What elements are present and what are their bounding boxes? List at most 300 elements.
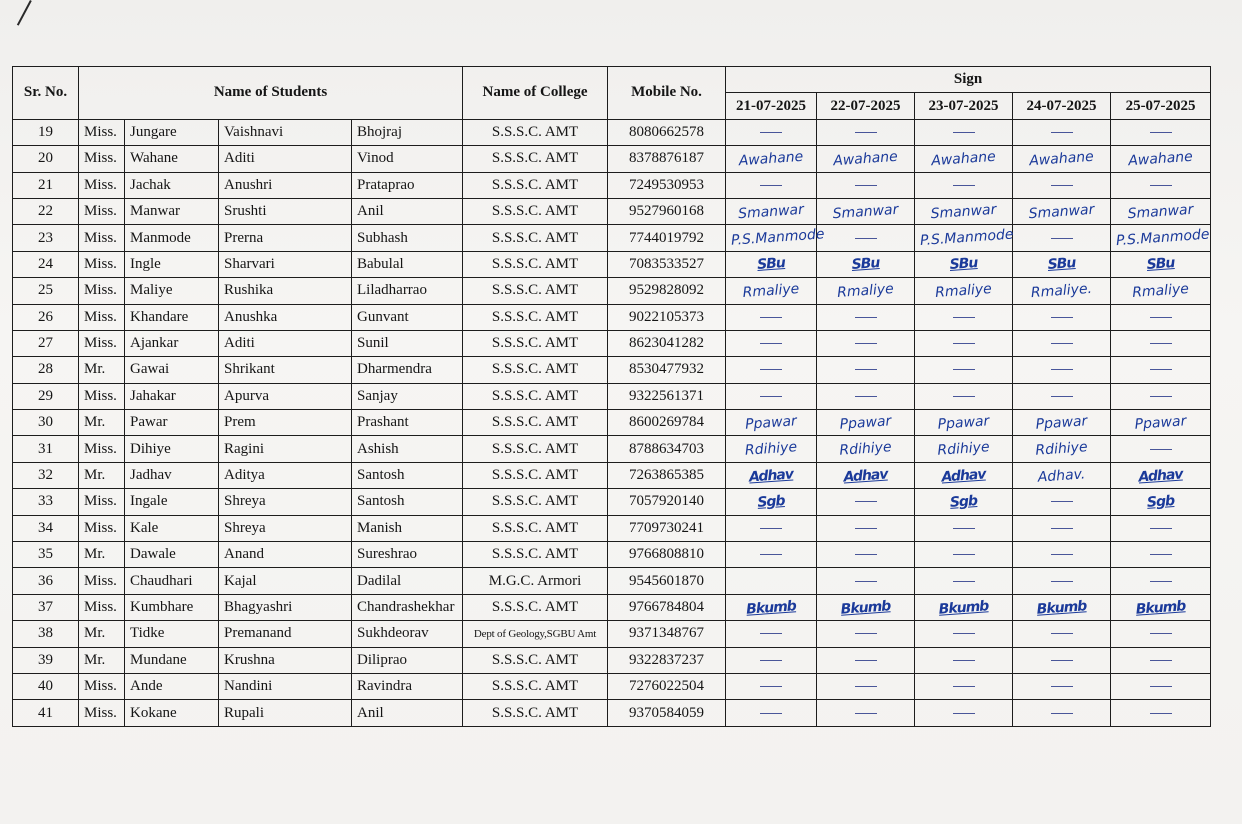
header-date: 25-07-2025 (1111, 93, 1211, 119)
signature-cell (915, 410, 1013, 436)
signature-cell (915, 383, 1013, 409)
signature-cell (726, 357, 817, 383)
absent-dash (1051, 238, 1073, 239)
signature-cell (1013, 119, 1111, 145)
father-name-cell: Liladharrao (352, 278, 463, 304)
signature-cell (1111, 410, 1211, 436)
signature-cell (726, 251, 817, 277)
absent-dash (855, 132, 877, 133)
title-cell: Miss. (79, 304, 125, 330)
signature: Ppawar (1134, 412, 1187, 433)
signature-cell (1013, 357, 1111, 383)
title-cell: Mr. (79, 357, 125, 383)
first-name-cell: Srushti (219, 198, 352, 224)
signature-cell (1111, 700, 1211, 726)
signature-cell (1111, 198, 1211, 224)
signature: Bkumb (1036, 597, 1087, 618)
sr-no-cell: 21 (13, 172, 79, 198)
signature-cell (915, 436, 1013, 462)
signature-cell (915, 489, 1013, 515)
absent-dash (953, 713, 975, 714)
father-name-cell: Subhash (352, 225, 463, 251)
signature-cell (726, 647, 817, 673)
absent-dash (855, 686, 877, 687)
signature-cell (726, 700, 817, 726)
absent-dash (1150, 343, 1172, 344)
sr-no-cell: 33 (13, 489, 79, 515)
sr-no-cell: 32 (13, 462, 79, 488)
signature-cell (1111, 251, 1211, 277)
absent-dash (953, 369, 975, 370)
absent-dash (953, 317, 975, 318)
father-name-cell: Ashish (352, 436, 463, 462)
mobile-cell: 9766808810 (608, 542, 726, 568)
father-name-cell: Dadilal (352, 568, 463, 594)
signature-cell (915, 647, 1013, 673)
table-row (13, 225, 1211, 251)
college-cell: S.S.S.C. AMT (463, 278, 608, 304)
signature-cell (1111, 647, 1211, 673)
signature-cell (726, 621, 817, 647)
title-cell: Mr. (79, 621, 125, 647)
first-name-cell: Anushri (219, 172, 352, 198)
father-name-cell: Manish (352, 515, 463, 541)
first-name-cell: Anushka (219, 304, 352, 330)
sr-no-cell: 29 (13, 383, 79, 409)
signature-cell (1111, 304, 1211, 330)
father-name-cell: Santosh (352, 462, 463, 488)
signature-cell (1111, 489, 1211, 515)
signature-cell (915, 172, 1013, 198)
father-name-cell: Vinod (352, 146, 463, 172)
sr-no-cell: 22 (13, 198, 79, 224)
first-name-cell: Shrikant (219, 357, 352, 383)
absent-dash (1150, 396, 1172, 397)
college-cell: S.S.S.C. AMT (463, 647, 608, 673)
signature-cell (817, 673, 915, 699)
surname-cell: Ingale (125, 489, 219, 515)
mobile-cell: 9022105373 (608, 304, 726, 330)
signature-cell (915, 515, 1013, 541)
header-sr-no: Sr. No. (13, 67, 79, 120)
surname-cell: Kale (125, 515, 219, 541)
signature-cell (1111, 542, 1211, 568)
sr-no-cell: 39 (13, 647, 79, 673)
signature-cell (1013, 146, 1111, 172)
signature-cell (726, 330, 817, 356)
absent-dash (953, 396, 975, 397)
absent-dash (1150, 185, 1172, 186)
surname-cell: Manmode (125, 225, 219, 251)
signature-cell (1111, 621, 1211, 647)
surname-cell: Dihiye (125, 436, 219, 462)
mobile-cell: 7276022504 (608, 673, 726, 699)
sr-no-cell: 36 (13, 568, 79, 594)
surname-cell: Jungare (125, 119, 219, 145)
absent-dash (1150, 686, 1172, 687)
father-name-cell: Sunil (352, 330, 463, 356)
signature-cell (817, 330, 915, 356)
signature: Rmaliye (836, 280, 895, 301)
signature-cell (726, 383, 817, 409)
surname-cell: Mundane (125, 647, 219, 673)
signature-cell (726, 436, 817, 462)
absent-dash (760, 185, 782, 186)
title-cell: Miss. (79, 172, 125, 198)
signature-cell (1013, 621, 1111, 647)
signature-cell (817, 251, 915, 277)
signature-cell (1111, 515, 1211, 541)
signature-cell (1111, 436, 1211, 462)
college-cell: S.S.S.C. AMT (463, 515, 608, 541)
college-cell: S.S.S.C. AMT (463, 225, 608, 251)
signature-cell (726, 489, 817, 515)
signature: SBu (949, 255, 978, 274)
signature-cell (1111, 330, 1211, 356)
signature: P.S.Manmode (1115, 226, 1211, 250)
surname-cell: Kokane (125, 700, 219, 726)
first-name-cell: Bhagyashri (219, 594, 352, 620)
mobile-cell: 8788634703 (608, 436, 726, 462)
sr-no-cell: 25 (13, 278, 79, 304)
title-cell: Miss. (79, 568, 125, 594)
signature: SBu (756, 255, 786, 274)
sr-no-cell: 37 (13, 594, 79, 620)
college-cell: S.S.S.C. AMT (463, 594, 608, 620)
signature-cell (915, 198, 1013, 224)
signature-cell (1111, 357, 1211, 383)
signature: Bkumb (938, 597, 989, 618)
surname-cell: Manwar (125, 198, 219, 224)
mobile-cell: 9529828092 (608, 278, 726, 304)
signature-cell (726, 594, 817, 620)
absent-dash (1150, 369, 1172, 370)
signature-cell (1111, 383, 1211, 409)
mobile-cell: 9527960168 (608, 198, 726, 224)
absent-dash (1051, 396, 1073, 397)
signature: P.S.Manmode (730, 226, 826, 249)
sr-no-cell: 35 (13, 542, 79, 568)
header-date: 21-07-2025 (726, 93, 817, 119)
signature-cell (817, 700, 915, 726)
signature-cell (1111, 225, 1211, 251)
absent-dash (953, 660, 975, 661)
table-row (13, 673, 1211, 699)
signature-cell (915, 621, 1013, 647)
first-name-cell: Nandini (219, 673, 352, 699)
absent-dash (760, 396, 782, 397)
signature: Ppawar (937, 412, 990, 433)
mobile-cell: 9371348767 (608, 621, 726, 647)
signature-cell (817, 278, 915, 304)
signature: Ppawar (1035, 412, 1088, 433)
mobile-cell: 9370584059 (608, 700, 726, 726)
signature-cell (1013, 330, 1111, 356)
absent-dash (953, 633, 975, 634)
absent-dash (1150, 528, 1172, 529)
college-cell: Dept of Geology,SGBU Amt (463, 621, 608, 647)
title-cell: Miss. (79, 251, 125, 277)
absent-dash (760, 713, 782, 714)
surname-cell: Jachak (125, 172, 219, 198)
signature: Bkumb (1135, 597, 1186, 618)
signature-cell (1111, 119, 1211, 145)
absent-dash (1150, 317, 1172, 318)
absent-dash (760, 317, 782, 318)
title-cell: Miss. (79, 489, 125, 515)
mobile-cell: 8530477932 (608, 357, 726, 383)
absent-dash (1051, 528, 1073, 529)
absent-dash (1051, 501, 1073, 502)
college-cell: S.S.S.C. AMT (463, 330, 608, 356)
signature: Smanwar (930, 201, 997, 222)
absent-dash (855, 528, 877, 529)
mobile-cell: 7057920140 (608, 489, 726, 515)
first-name-cell: Prem (219, 410, 352, 436)
signature-cell (1111, 462, 1211, 488)
title-cell: Miss. (79, 436, 125, 462)
signature: Rdihiye (838, 439, 893, 459)
college-cell: S.S.S.C. AMT (463, 700, 608, 726)
college-cell: S.S.S.C. AMT (463, 304, 608, 330)
first-name-cell: Shreya (219, 489, 352, 515)
table-row (13, 172, 1211, 198)
signature-cell (817, 489, 915, 515)
absent-dash (953, 581, 975, 582)
signature-cell (1111, 673, 1211, 699)
signature-cell (817, 172, 915, 198)
father-name-cell: Anil (352, 700, 463, 726)
signature-cell (726, 172, 817, 198)
signature: Sgb (1146, 493, 1175, 511)
father-name-cell: Gunvant (352, 304, 463, 330)
signature: Ppawar (839, 412, 892, 433)
signature: Smanwar (1127, 201, 1194, 222)
signature-cell (817, 568, 915, 594)
absent-dash (760, 633, 782, 634)
college-cell: M.G.C. Armori (463, 568, 608, 594)
mobile-cell: 8378876187 (608, 146, 726, 172)
sr-no-cell: 38 (13, 621, 79, 647)
absent-dash (1051, 185, 1073, 186)
college-cell: S.S.S.C. AMT (463, 172, 608, 198)
signature-cell (817, 304, 915, 330)
signature: Awahane (1127, 148, 1194, 170)
title-cell: Mr. (79, 462, 125, 488)
father-name-cell: Sukhdeorav (352, 621, 463, 647)
mobile-cell: 9322561371 (608, 383, 726, 409)
first-name-cell: Apurva (219, 383, 352, 409)
signature-cell (817, 198, 915, 224)
signature-cell (915, 330, 1013, 356)
signature-cell (726, 225, 826, 251)
title-cell: Miss. (79, 383, 125, 409)
sr-no-cell: 30 (13, 410, 79, 436)
signature-cell (1111, 172, 1211, 198)
first-name-cell: Premanand (219, 621, 352, 647)
table-row (13, 568, 1211, 594)
signature-cell (726, 515, 817, 541)
father-name-cell: Dharmendra (352, 357, 463, 383)
absent-dash (855, 185, 877, 186)
signature-cell (1013, 594, 1111, 620)
absent-dash (855, 581, 877, 582)
signature-cell (915, 119, 1013, 145)
father-name-cell: Bhojraj (352, 119, 463, 145)
absent-dash (1051, 317, 1073, 318)
absent-dash (953, 132, 975, 133)
sr-no-cell: 19 (13, 119, 79, 145)
absent-dash (760, 660, 782, 661)
signature-cell (1013, 673, 1111, 699)
mobile-cell: 7744019792 (608, 225, 726, 251)
attendance-table (12, 66, 1211, 727)
absent-dash (855, 713, 877, 714)
signature: Awahane (832, 148, 899, 170)
signature-cell (1111, 568, 1211, 594)
signature: SBu (851, 255, 880, 274)
signature: Awahane (738, 148, 804, 170)
surname-cell: Ajankar (125, 330, 219, 356)
table-row (13, 198, 1211, 224)
table-row (13, 119, 1211, 145)
signature-cell (915, 673, 1013, 699)
table-row (13, 542, 1211, 568)
signature-cell (726, 673, 817, 699)
signature-cell (817, 594, 915, 620)
surname-cell: Jadhav (125, 462, 219, 488)
signature-cell (817, 357, 915, 383)
table-row (13, 410, 1211, 436)
sr-no-cell: 24 (13, 251, 79, 277)
signature: Bkumb (745, 597, 797, 618)
table-row (13, 515, 1211, 541)
signature-cell (915, 225, 1013, 251)
signature-cell (1013, 410, 1111, 436)
title-cell: Mr. (79, 542, 125, 568)
signature-cell (817, 515, 915, 541)
signature-cell (726, 542, 817, 568)
surname-cell: Tidke (125, 621, 219, 647)
absent-dash (855, 317, 877, 318)
absent-dash (1150, 713, 1172, 714)
pen-mark (17, 0, 44, 32)
college-cell: S.S.S.C. AMT (463, 383, 608, 409)
signature-cell (1013, 172, 1111, 198)
signature-cell (1111, 594, 1211, 620)
mobile-cell: 9766784804 (608, 594, 726, 620)
mobile-cell: 8600269784 (608, 410, 726, 436)
signature-cell (1013, 489, 1111, 515)
absent-dash (1051, 713, 1073, 714)
father-name-cell: Prataprao (352, 172, 463, 198)
first-name-cell: Anand (219, 542, 352, 568)
signature-cell (1013, 225, 1111, 251)
college-cell: S.S.S.C. AMT (463, 462, 608, 488)
mobile-cell: 9322837237 (608, 647, 726, 673)
surname-cell: Jahakar (125, 383, 219, 409)
signature-cell (726, 410, 817, 436)
signature-cell (726, 568, 817, 594)
absent-dash (760, 528, 782, 529)
father-name-cell: Chandrashekhar (352, 594, 463, 620)
header-date: 22-07-2025 (817, 93, 915, 119)
first-name-cell: Aditi (219, 330, 352, 356)
signature: Rdihiye (936, 439, 991, 459)
signature-cell (915, 700, 1013, 726)
signature-cell (1013, 304, 1111, 330)
college-cell: S.S.S.C. AMT (463, 436, 608, 462)
title-cell: Miss. (79, 198, 125, 224)
absent-dash (1150, 449, 1172, 450)
signature-cell (817, 225, 915, 251)
mobile-cell: 7263865385 (608, 462, 726, 488)
signature: Sgb (756, 493, 786, 511)
signature: SBu (1047, 255, 1076, 274)
mobile-cell: 8080662578 (608, 119, 726, 145)
mobile-cell: 9545601870 (608, 568, 726, 594)
signature: P.S.Manmode (919, 226, 1015, 250)
surname-cell: Ande (125, 673, 219, 699)
absent-dash (855, 238, 877, 239)
signature-cell (1013, 198, 1111, 224)
sr-no-cell: 28 (13, 357, 79, 383)
signature: Bkumb (840, 597, 891, 618)
signature-cell (726, 198, 817, 224)
first-name-cell: Ragini (219, 436, 352, 462)
college-cell: S.S.S.C. AMT (463, 410, 608, 436)
table-row (13, 700, 1211, 726)
absent-dash (953, 185, 975, 186)
signature-cell (1013, 383, 1111, 409)
signature-cell (817, 119, 915, 145)
father-name-cell: Prashant (352, 410, 463, 436)
absent-dash (953, 528, 975, 529)
table-row (13, 304, 1211, 330)
signature-cell (1013, 278, 1111, 304)
signature: Smanwar (832, 201, 899, 222)
absent-dash (1150, 633, 1172, 634)
absent-dash (760, 554, 782, 555)
college-cell: S.S.S.C. AMT (463, 146, 608, 172)
first-name-cell: Rushika (219, 278, 352, 304)
signature-cell (915, 594, 1013, 620)
absent-dash (760, 686, 782, 687)
father-name-cell: Santosh (352, 489, 463, 515)
signature-cell (817, 647, 915, 673)
signature-cell (726, 278, 817, 304)
college-cell: S.S.S.C. AMT (463, 251, 608, 277)
signature-cell (1013, 700, 1111, 726)
signature-cell (817, 146, 915, 172)
surname-cell: Ingle (125, 251, 219, 277)
table-row (13, 436, 1211, 462)
father-name-cell: Sanjay (352, 383, 463, 409)
first-name-cell: Aditya (219, 462, 352, 488)
absent-dash (1051, 686, 1073, 687)
absent-dash (1150, 660, 1172, 661)
absent-dash (1051, 660, 1073, 661)
table-row (13, 251, 1211, 277)
title-cell: Miss. (79, 673, 125, 699)
absent-dash (1150, 581, 1172, 582)
absent-dash (953, 686, 975, 687)
title-cell: Miss. (79, 330, 125, 356)
header-student-name: Name of Students (79, 67, 463, 120)
absent-dash (760, 343, 782, 344)
title-cell: Miss. (79, 119, 125, 145)
signature: Ppawar (744, 412, 798, 433)
